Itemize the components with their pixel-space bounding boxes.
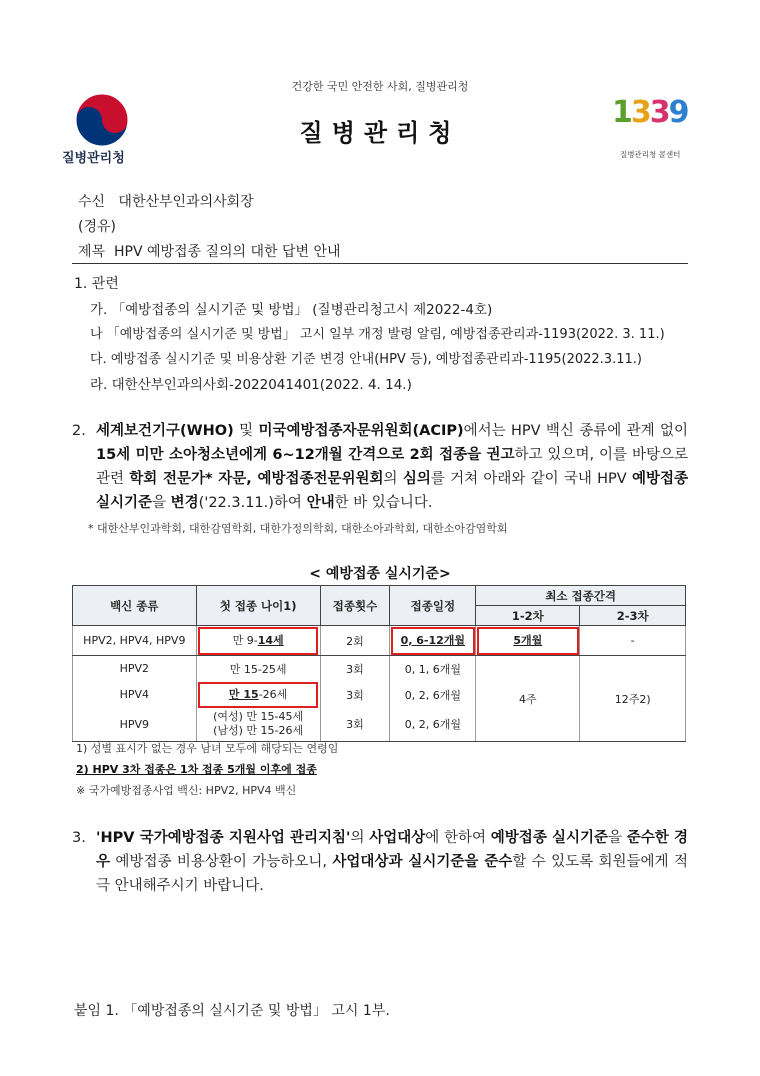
table-note-1: 1) 성별 표시가 없는 경우 남녀 모두에 해당되는 연령임 bbox=[76, 742, 339, 755]
th-schedule: 접종일정 bbox=[390, 586, 476, 626]
hotline-number: 1339 bbox=[612, 95, 688, 130]
age-female: (여성) 만 15-45세 bbox=[213, 710, 304, 724]
cell-age bbox=[196, 626, 320, 656]
interval-underlined: 5개월 bbox=[513, 633, 543, 647]
subject-label: 제목 bbox=[78, 244, 106, 260]
hotline-logo bbox=[612, 95, 687, 170]
recipient-line bbox=[78, 191, 254, 211]
expert-text: 학회 전문가* 자문, 예방접종전문위원회 bbox=[129, 471, 384, 487]
target-text: 사업대상 bbox=[369, 830, 426, 846]
cell-schedule: 0, 2, 6개월 bbox=[390, 682, 476, 708]
table-caption: < 예방접종 실시기준> bbox=[309, 566, 451, 582]
text-span: 할 수 있도록 회원들에게 적극 안내해주시기 바랍니다. bbox=[96, 854, 688, 894]
compliance-text: 준수한 경우 bbox=[96, 830, 688, 870]
recipient-label: 수신 bbox=[78, 194, 106, 210]
text-span: 을 bbox=[152, 495, 171, 511]
th-vaccine: 백신 종류 bbox=[73, 586, 197, 626]
text-span: 를 거쳐 아래와 같이 국내 HPV bbox=[430, 471, 632, 487]
cell-schedule bbox=[390, 626, 476, 656]
via-line: (경유) bbox=[78, 219, 116, 235]
cell-schedule: 0, 2, 6개월 bbox=[390, 708, 476, 742]
cell-interval-2-3-three-dose: 12주2) bbox=[580, 656, 686, 742]
th-interval-2-3: 2-3차 bbox=[580, 606, 686, 626]
subject: HPV 예방접종 질의의 대한 답변 안내 bbox=[113, 244, 341, 260]
section2-footnote: * 대한산부인과학회, 대한감염학회, 대한가정의학회, 대한소아과학회, 대한소아감염학회 bbox=[88, 522, 508, 535]
age-text: -26세 bbox=[258, 687, 288, 701]
table-row bbox=[73, 626, 686, 656]
section1-heading: 1. 관련 bbox=[74, 276, 119, 292]
cell-age: 만 15-25세 bbox=[196, 656, 320, 682]
compliance-target-text: 사업대상과 실시기준을 준수 bbox=[332, 854, 513, 870]
page-title: 질병관리청 bbox=[299, 119, 461, 147]
org-name: 질병관리청 bbox=[62, 151, 125, 166]
review-text: 심의 bbox=[402, 471, 431, 487]
th-first-age: 첫 접종 나이1) bbox=[196, 586, 320, 626]
cell-vaccine: HPV4 bbox=[73, 682, 197, 708]
text-span: 을 bbox=[608, 830, 627, 846]
cell-age bbox=[196, 708, 320, 742]
cell-vaccine: HPV2 bbox=[73, 656, 197, 682]
table-note-3: ※ 국가예방접종사업 백신: HPV2, HPV4 백신 bbox=[76, 784, 297, 797]
cell-doses: 3회 bbox=[320, 682, 390, 708]
section3-number: 3. bbox=[72, 830, 86, 846]
section2-number: 2. bbox=[72, 423, 86, 439]
cell-vaccine: HPV2, HPV4, HPV9 bbox=[73, 626, 197, 656]
subject-line bbox=[78, 241, 341, 261]
vaccination-standard-table bbox=[72, 585, 686, 742]
cell-interval-1-2-three-dose: 4주 bbox=[476, 656, 580, 742]
reference-item-1: 가. 「예방접종의 실시기준 및 방법」 (질병관리청고시 제2022-4호) bbox=[90, 302, 493, 318]
th-doses: 접종횟수 bbox=[320, 586, 390, 626]
section2-paragraph bbox=[96, 419, 688, 515]
text-span: 및 bbox=[233, 423, 259, 439]
text-span: 에서는 HPV 백신 종류에 관계 없이 bbox=[463, 423, 688, 439]
acip-text: 미국예방접종자문위원회(ACIP) bbox=[258, 423, 464, 439]
text-span: 하고 있으며, 이를 바탕으로 관련 bbox=[96, 447, 688, 487]
cell-doses: 2회 bbox=[320, 626, 390, 656]
notice-text: 안내 bbox=[306, 495, 335, 511]
slogan: 건강한 국민 안전한 사회, 질병관리청 bbox=[291, 80, 469, 93]
cell-age bbox=[196, 682, 320, 708]
header-divider bbox=[72, 263, 688, 264]
text-span: 의 bbox=[383, 471, 403, 487]
change-text: 변경 bbox=[170, 495, 199, 511]
text-span: ('22.3.11.)하여 bbox=[198, 495, 307, 511]
text-span: 의 bbox=[350, 830, 370, 846]
table-note-2: 2) HPV 3차 접종은 1차 접종 5개월 이후에 접종 bbox=[76, 763, 317, 776]
th-min-interval: 최소 접종간격 bbox=[476, 586, 686, 606]
text-span: 에 한하여 bbox=[425, 830, 491, 846]
reference-item-3: 다. 예방접종 실시기준 및 비용상환 기준 변경 안내(HPV 등), 예방접종관리과-1195(2022.3.11.) bbox=[90, 352, 642, 367]
th-interval-1-2: 1-2차 bbox=[476, 606, 580, 626]
who-text: 세계보건기구(WHO) bbox=[96, 423, 234, 439]
hotline-label: 질병관리청 콜센터 bbox=[620, 150, 681, 159]
schedule-underlined: 0, 6-12개월 bbox=[400, 633, 466, 647]
cell-vaccine: HPV9 bbox=[73, 708, 197, 742]
recipient: 대한산부인과의사회장 bbox=[118, 194, 254, 210]
text-span: 한 바 있습니다. bbox=[334, 495, 433, 511]
age-underlined: 14세 bbox=[257, 633, 284, 647]
section3-paragraph bbox=[96, 826, 688, 898]
reference-item-4: 라. 대한산부인과의사회-2022041401(2022. 4. 14.) bbox=[90, 377, 412, 393]
table-row bbox=[73, 656, 686, 682]
reference-item-2: 나 「예방접종의 실시기준 및 방법」 고시 일부 개정 발령 알림, 예방접종관리과-1193(2022. 3. 11.) bbox=[90, 327, 665, 342]
attachment-line: 붙임 1. 「예방접종의 실시기준 및 방법」 고시 1부. bbox=[74, 1003, 390, 1019]
cell-doses: 3회 bbox=[320, 708, 390, 742]
guideline-text: 'HPV 국가예방접종 지원사업 관리지침' bbox=[96, 830, 351, 846]
text-span: 예방접종 비용상환이 가능하오니, bbox=[110, 854, 333, 870]
cell-schedule: 0, 1, 6개월 bbox=[390, 656, 476, 682]
age-text: 만 9- bbox=[232, 633, 258, 647]
cell-interval-2-3: - bbox=[580, 626, 686, 656]
standard-text: 예방접종 실시기준 bbox=[490, 830, 609, 846]
recommendation-text: 15세 미만 소아청소년에게 6~12개월 간격으로 2회 접종을 권고 bbox=[96, 447, 515, 463]
cell-doses: 3회 bbox=[320, 656, 390, 682]
cell-interval-1-2 bbox=[476, 626, 580, 656]
age-male: (남성) 만 15-26세 bbox=[213, 724, 304, 738]
standard-text: 예방접종 실시기준 bbox=[96, 471, 688, 511]
age-underlined: 만 15 bbox=[228, 687, 259, 701]
